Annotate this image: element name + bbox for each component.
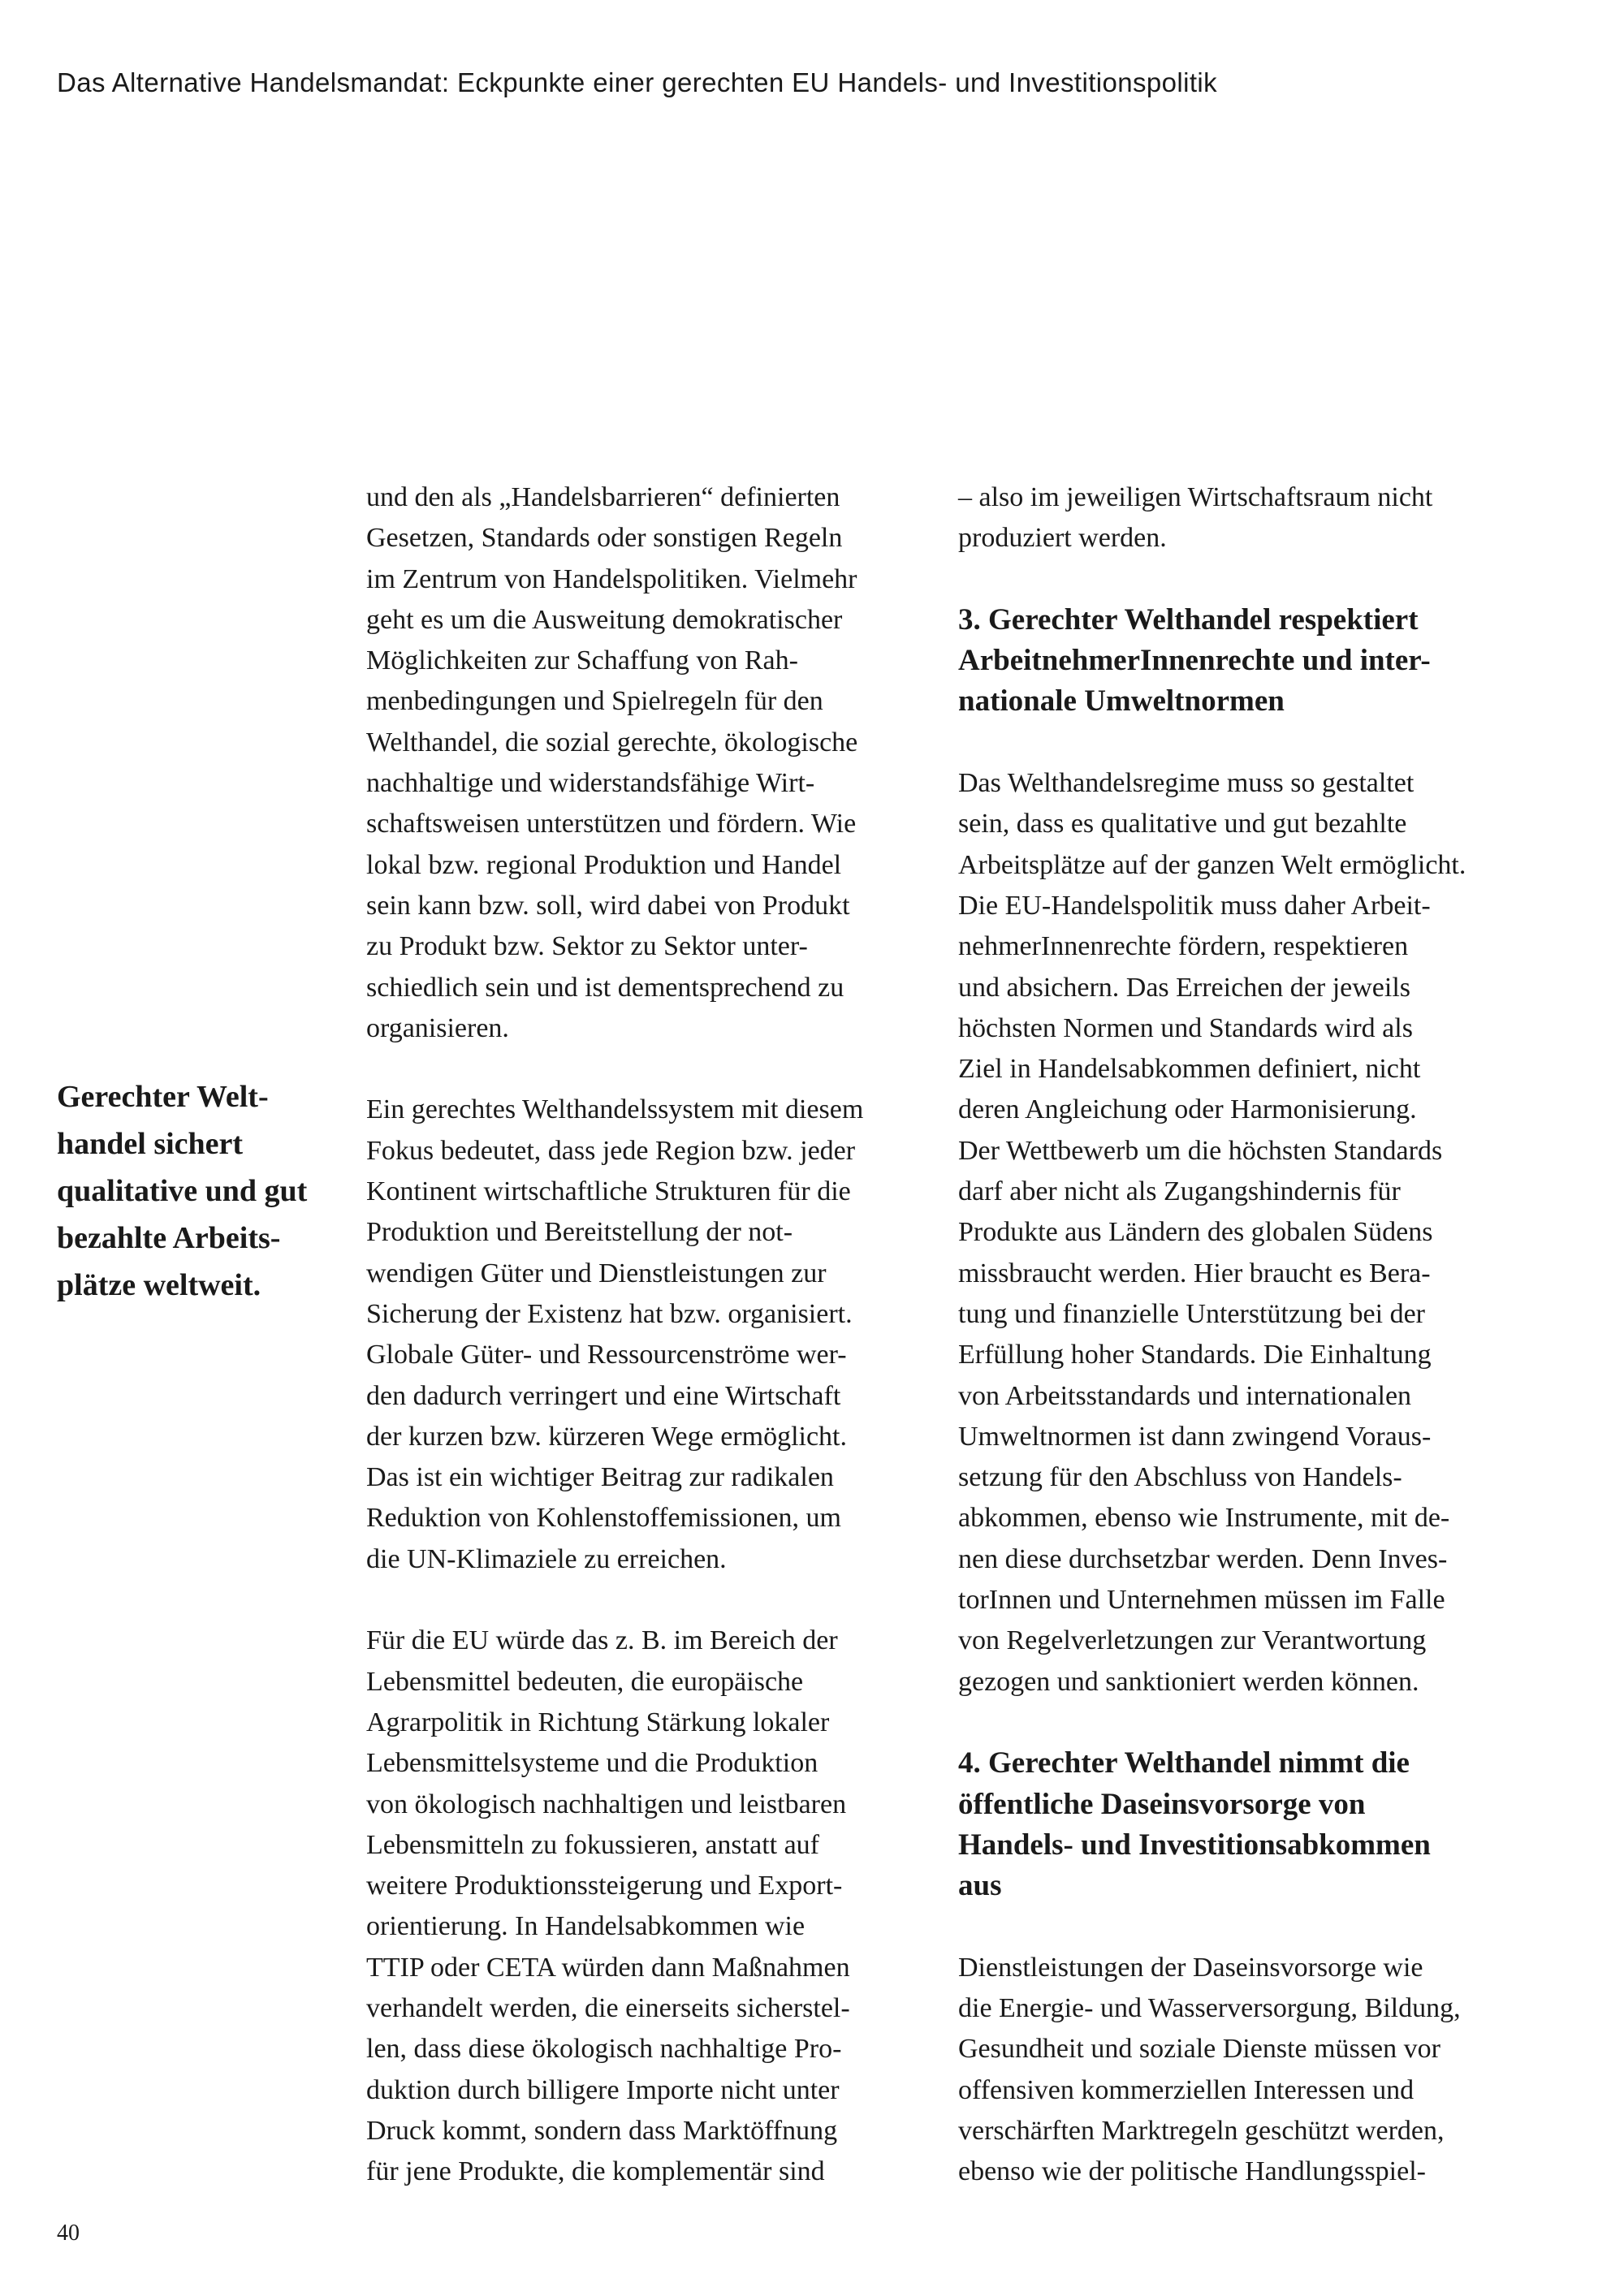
pullquote-line: bezahlte Arbeits- xyxy=(57,1221,281,1255)
text-line: produziert werden. xyxy=(958,523,1167,554)
text-line: Der Wettbewerb um die höchsten Standards xyxy=(958,1135,1443,1166)
paragraph-gap xyxy=(366,1580,926,1621)
text-line: die Energie- und Wasserversorgung, Bildung, xyxy=(958,1992,1461,2023)
text-line: organisieren. xyxy=(366,1012,509,1043)
text-line: orientierung. In Handelsabkommen wie xyxy=(366,1911,806,1942)
text-line: Lebensmitteln zu fokussieren, anstatt auf xyxy=(366,1829,819,1860)
text-line: Umweltnormen ist dann zwingend Voraus- xyxy=(958,1421,1432,1452)
pullquote-line: Gerechter Welt- xyxy=(57,1080,269,1114)
text-line: für jene Produkte, die komplementär sind xyxy=(366,2156,825,2187)
text-line: tung und finanzielle Unterstützung bei der xyxy=(958,1298,1425,1329)
text-line: nen diese durchsetzbar werden. Denn Inves- xyxy=(958,1543,1448,1574)
text-line: Fokus bedeutet, dass jede Region bzw. jeder xyxy=(366,1135,856,1166)
text-line: Produkte aus Ländern des globalen Südens xyxy=(958,1217,1433,1248)
text-line: Gesundheit und soziale Dienste müssen vor xyxy=(958,2034,1440,2065)
text-line: len, dass diese ökologisch nachhaltige Pro- xyxy=(366,2034,842,2065)
text-line: Für die EU würde das z. B. im Bereich der xyxy=(366,1625,838,1656)
heading-line: Handels- und Investitionsabkommen xyxy=(958,1828,1431,1862)
text-line: sein kann bzw. soll, wird dabei von Produkt xyxy=(366,890,850,921)
text-line: schiedlich sein und ist dementsprechend zu xyxy=(366,972,844,1003)
pullquote-line: handel sichert xyxy=(57,1127,244,1161)
text-line: Das ist ein wichtiger Beitrag zur radikalen xyxy=(366,1462,834,1493)
text-line: den dadurch verringert und eine Wirtschaft xyxy=(366,1380,841,1411)
text-line: Reduktion von Kohlenstoffemissionen, um xyxy=(366,1503,841,1534)
text-line: geht es um die Ausweitung demokratischer xyxy=(366,604,843,635)
text-line: verschärften Marktregeln geschützt werden, xyxy=(958,2115,1445,2146)
text-line: von ökologisch nachhaltigen und leistbaren xyxy=(366,1789,847,1819)
heading-line: aus xyxy=(958,1869,1002,1903)
heading-line: nationale Umweltnormen xyxy=(958,684,1285,719)
heading-line: 4. Gerechter Welthandel nimmt die xyxy=(958,1746,1410,1780)
middle-paragraph-2 xyxy=(366,1090,926,1580)
paragraph-gap xyxy=(958,1703,1518,1743)
text-line: Gesetzen, Standards oder sonstigen Regeln xyxy=(366,523,843,554)
text-line: schaftsweisen unterstützen und fördern. Wie xyxy=(366,809,857,839)
text-line: Das Welthandelsregime muss so gestaltet xyxy=(958,768,1415,799)
text-line: wendigen Güter und Dienstleistungen zur xyxy=(366,1258,827,1288)
text-line: und den als „Handelsbarrieren“ definierten xyxy=(366,482,840,512)
text-line: Druck kommt, sondern dass Marktöffnung xyxy=(366,2115,838,2146)
text-line: Ziel in Handelsabkommen definiert, nicht xyxy=(958,1054,1421,1085)
pullquote-line: plätze weltweit. xyxy=(57,1268,261,1302)
text-line: Arbeitsplätze auf der ganzen Welt ermöglicht. xyxy=(958,849,1466,880)
text-line: von Arbeitsstandards und internationalen xyxy=(958,1380,1412,1411)
text-line: der kurzen bzw. kürzeren Wege ermöglicht. xyxy=(366,1421,847,1452)
text-line: höchsten Normen und Standards wird als xyxy=(958,1012,1413,1043)
middle-paragraph-1 xyxy=(366,477,926,1049)
text-line: Globale Güter- und Ressourcenströme wer- xyxy=(366,1340,847,1370)
text-line: sein, dass es qualitative und gut bezahlte xyxy=(958,809,1407,839)
text-line: von Regelverletzungen zur Verantwortung xyxy=(958,1625,1427,1656)
paragraph-gap xyxy=(366,1049,926,1090)
text-line: TTIP oder CETA würden dann Maßnahmen xyxy=(366,1952,850,1983)
text-line: Agrarpolitik in Richtung Stärkung lokaler xyxy=(366,1707,830,1737)
text-line: Dienstleistungen der Daseinsvorsorge wie xyxy=(958,1952,1423,1983)
text-line: Kontinent wirtschaftliche Strukturen für die xyxy=(366,1176,851,1207)
text-line: verhandelt werden, die einerseits sicherstel- xyxy=(366,1992,850,2023)
text-line: Die EU-Handelspolitik muss daher Arbeit- xyxy=(958,890,1431,921)
text-line: die UN-Klimaziele zu erreichen. xyxy=(366,1543,727,1574)
text-line: zu Produkt bzw. Sektor zu Sektor unter- xyxy=(366,931,808,962)
heading-line: 3. Gerechter Welthandel respektiert xyxy=(958,602,1419,637)
pullquote-line: qualitative und gut xyxy=(57,1174,308,1208)
right-paragraph-3 xyxy=(958,1948,1518,2193)
pullquote xyxy=(57,1073,333,1309)
right-paragraph-2 xyxy=(958,763,1518,1703)
text-line: torInnen und Unternehmen müssen im Falle xyxy=(958,1585,1445,1616)
paragraph-gap xyxy=(958,559,1518,600)
text-line: Lebensmittelsysteme und die Produktion xyxy=(366,1748,818,1779)
right-paragraph-1 xyxy=(958,477,1518,559)
text-line: darf aber nicht als Zugangshindernis für xyxy=(958,1176,1401,1207)
text-line: Ein gerechtes Welthandelssystem mit diesem xyxy=(366,1094,864,1125)
paragraph-gap xyxy=(958,1906,1518,1947)
text-line: Möglichkeiten zur Schaffung von Rah- xyxy=(366,645,798,676)
text-line: offensiven kommerziellen Interessen und xyxy=(958,2074,1415,2105)
section-heading-3 xyxy=(958,600,1518,723)
text-line: deren Angleichung oder Harmonisierung. xyxy=(958,1094,1417,1125)
text-line: und absichern. Das Erreichen der jeweils xyxy=(958,972,1410,1003)
text-line: gezogen und sanktioniert werden können. xyxy=(958,1666,1419,1697)
middle-paragraph-3 xyxy=(366,1621,926,2192)
page-number: 40 xyxy=(57,2220,80,2246)
heading-line: ArbeitnehmerInnenrechte und inter- xyxy=(958,644,1431,678)
text-line: duktion durch billigere Importe nicht unter xyxy=(366,2074,840,2105)
running-head: Das Alternative Handelsmandat: Eckpunkte einer gerechten EU Handels- und Investitionspolitik xyxy=(57,67,1218,97)
paragraph-gap xyxy=(958,723,1518,763)
text-line: nachhaltige und widerstandsfähige Wirt- xyxy=(366,768,815,799)
text-line: Sicherung der Existenz hat bzw. organisiert. xyxy=(366,1298,853,1329)
text-line: – also im jeweiligen Wirtschaftsraum nicht xyxy=(958,482,1433,512)
text-line: im Zentrum von Handelspolitiken. Vielmehr xyxy=(366,563,857,594)
text-line: missbraucht werden. Hier braucht es Bera- xyxy=(958,1258,1431,1288)
middle-column xyxy=(366,477,926,2192)
text-line: Erfüllung hoher Standards. Die Einhaltung xyxy=(958,1340,1432,1370)
text-line: Lebensmittel bedeuten, die europäische xyxy=(366,1666,804,1697)
text-line: menbedingungen und Spielregeln für den xyxy=(366,686,823,717)
text-line: nehmerInnenrechte fördern, respektieren xyxy=(958,931,1409,962)
text-line: weitere Produktionssteigerung und Export- xyxy=(366,1871,843,1901)
text-line: lokal bzw. regional Produktion und Handel xyxy=(366,849,842,880)
text-line: ebenso wie der politische Handlungsspiel- xyxy=(958,2156,1426,2187)
heading-line: öffentliche Daseinsvorsorge von xyxy=(958,1787,1366,1821)
section-heading-4 xyxy=(958,1743,1518,1906)
right-column xyxy=(958,477,1518,2192)
text-line: Produktion und Bereitstellung der not- xyxy=(366,1217,793,1248)
text-line: abkommen, ebenso wie Instrumente, mit de- xyxy=(958,1503,1450,1534)
text-line: Welthandel, die sozial gerechte, ökologische xyxy=(366,727,858,757)
text-line: setzung für den Abschluss von Handels- xyxy=(958,1462,1402,1493)
